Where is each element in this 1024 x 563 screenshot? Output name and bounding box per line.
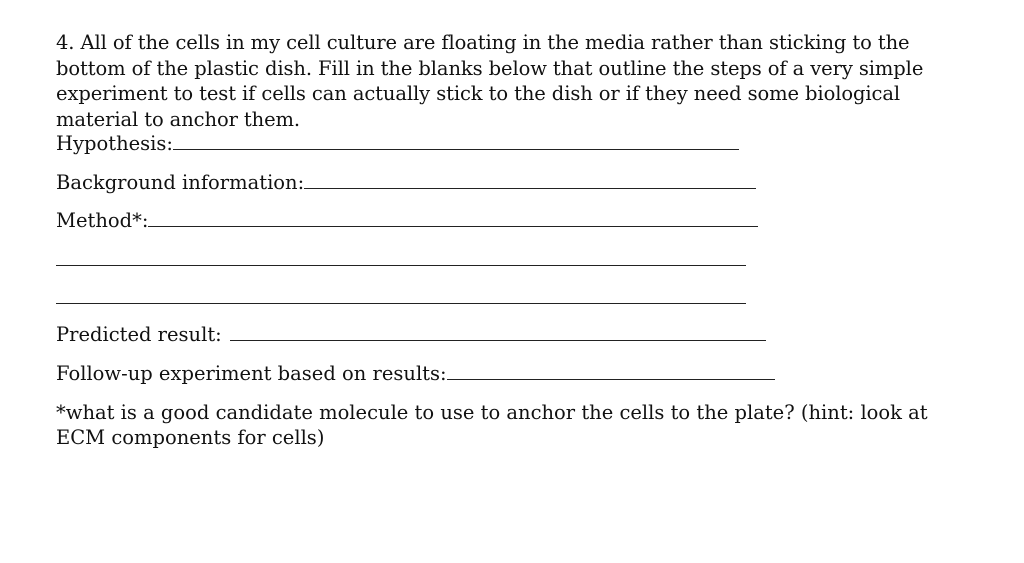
worksheet [56,30,956,449]
method-label: Method*: [56,209,149,232]
footnote-text: *what is a good candidate molecule to use to anchor the cells to the plate? (hint: look at ECM components for cells) [56,401,928,449]
background-label: Background information: [56,171,305,194]
background-blank[interactable] [304,170,756,189]
predicted-result-field [56,322,766,347]
method-blank-line-2[interactable] [56,265,746,266]
predicted-result-label: Predicted result: [56,323,222,346]
question-text: 4. All of the cells in my cell culture are floating in the media rather than sticking to the bottom of the plastic dish. Fill in the blanks below that outline the steps of a very simple experiment to test if cells can actually stick to the dish or if they need some biological material to anchor them. [56,31,924,131]
method-field [56,208,758,233]
follow-up-label: Follow-up experiment based on results: [56,362,447,385]
hypothesis-blank[interactable] [173,131,739,150]
hypothesis-label: Hypothesis: [56,132,173,155]
hypothesis-field [56,131,739,156]
follow-up-field [56,361,775,386]
predicted-result-blank[interactable] [230,322,766,341]
method-blank[interactable] [148,208,758,227]
background-field [56,170,756,195]
follow-up-blank[interactable] [447,361,775,380]
method-blank-line-3[interactable] [56,303,746,304]
